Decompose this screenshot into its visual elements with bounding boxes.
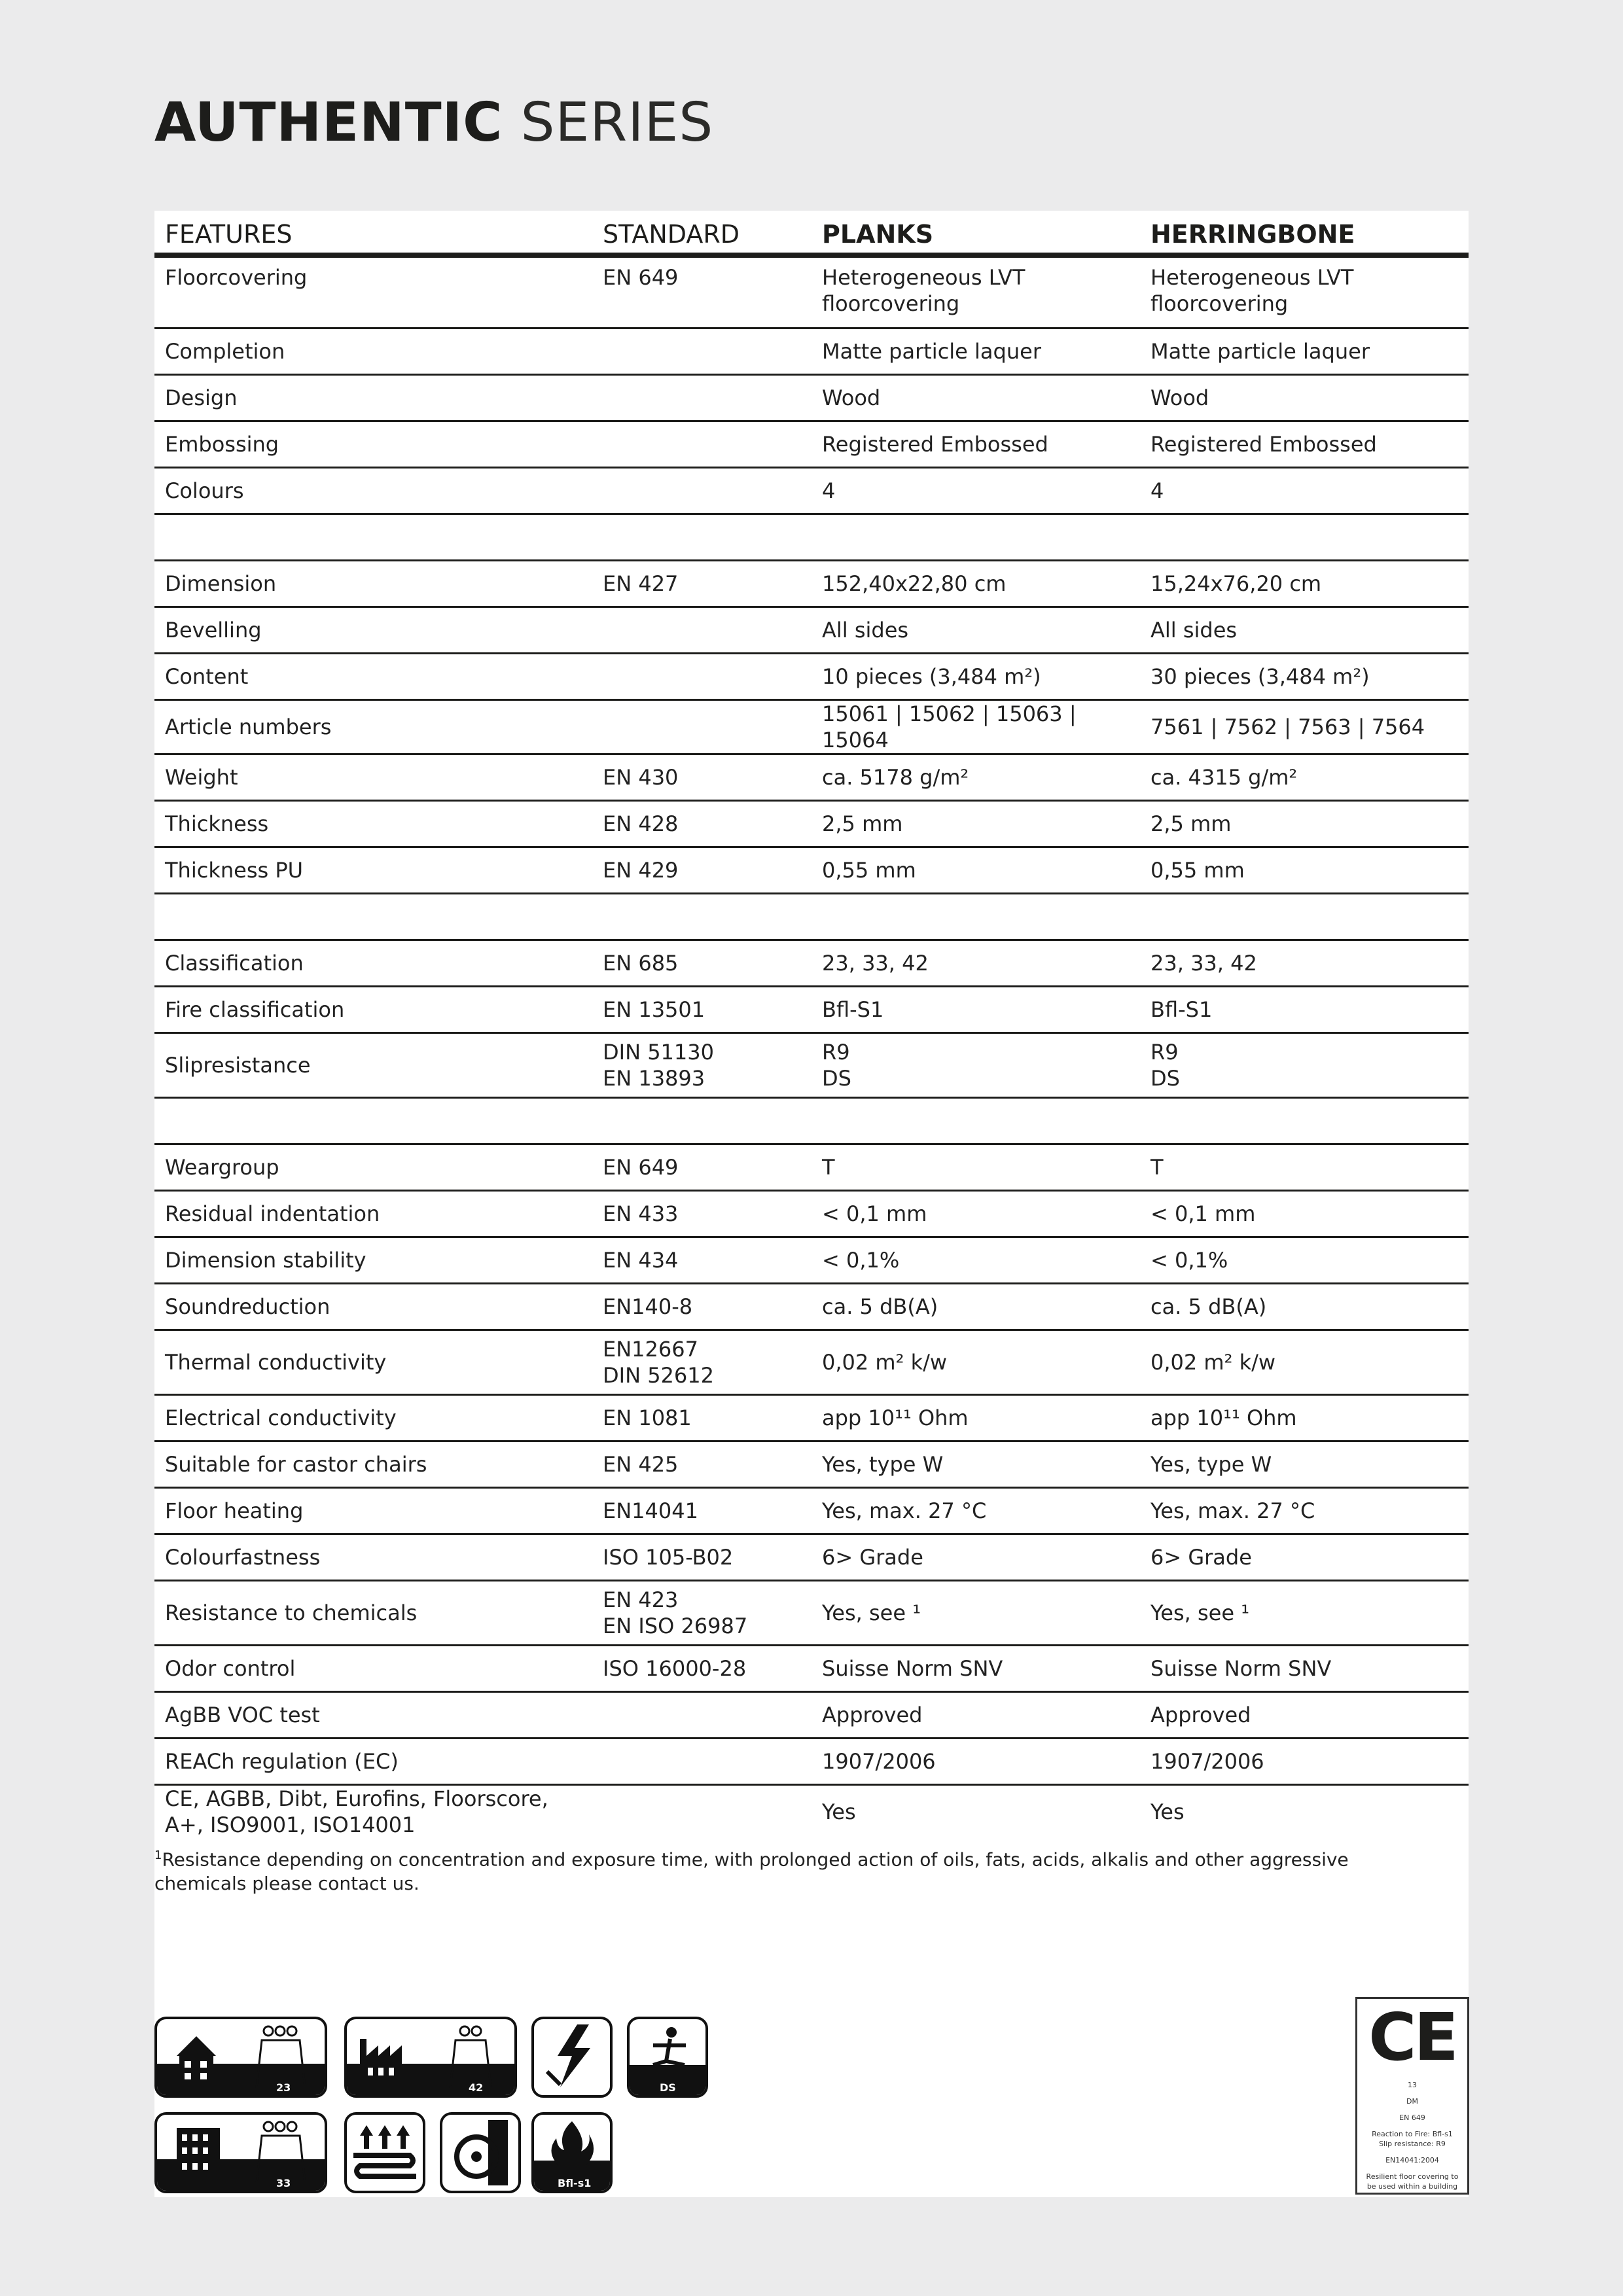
standard-cell: EN 13501: [592, 987, 812, 1033]
ce-line-1: 13: [1408, 2081, 1417, 2089]
table-row: [154, 421, 1469, 468]
feature-cell: Colourfastness: [154, 1534, 592, 1581]
standard-cell: DIN 51130 EN 13893: [592, 1033, 812, 1098]
table-row: [154, 1441, 1469, 1488]
standard-cell: EN 649: [592, 255, 812, 328]
spec-table: [154, 211, 1469, 1838]
table-row: [154, 1237, 1469, 1284]
planks-cell: Registered Embossed: [812, 421, 1140, 468]
herringbone-cell: Approved: [1140, 1692, 1469, 1739]
herringbone-cell: All sides: [1140, 607, 1469, 654]
table-row: [154, 987, 1469, 1033]
industrial-42-icon: [344, 2017, 517, 2098]
title-light: SERIES: [520, 92, 714, 154]
feature-cell: Fire classification: [154, 987, 592, 1033]
table-row: [154, 1581, 1469, 1646]
standard-cell: EN 430: [592, 754, 812, 801]
planks-cell: < 0,1 mm: [812, 1191, 1140, 1237]
label-23: 23: [276, 2081, 291, 2094]
standard-cell: [592, 375, 812, 421]
feature-cell: Residual indentation: [154, 1191, 592, 1237]
planks-cell: 15061 | 15062 | 15063 | 15064: [812, 700, 1140, 754]
herringbone-cell: 30 pieces (3,484 m²): [1140, 654, 1469, 700]
standard-cell: EN 685: [592, 940, 812, 987]
floor-heating-icon: [344, 2112, 425, 2193]
spec-rows: [154, 255, 1469, 1838]
planks-cell: 2,5 mm: [812, 801, 1140, 847]
standard-cell: [592, 328, 812, 375]
table-row: [154, 940, 1469, 987]
planks-cell: 23, 33, 42: [812, 940, 1140, 987]
table-row: [154, 1330, 1469, 1395]
standard-cell: EN 427: [592, 561, 812, 607]
table-row: [154, 328, 1469, 375]
spacer-row: [154, 514, 1469, 561]
standard-cell: EN 1081: [592, 1395, 812, 1441]
feature-cell: Article numbers: [154, 700, 592, 754]
planks-cell: Matte particle laquer: [812, 328, 1140, 375]
label-42: 42: [469, 2081, 484, 2094]
standard-cell: ISO 16000-28: [592, 1646, 812, 1692]
footnote: [154, 1843, 1437, 1896]
table-row: [154, 1692, 1469, 1739]
table-row: [154, 468, 1469, 514]
feature-cell: Dimension stability: [154, 1237, 592, 1284]
herringbone-cell: Yes: [1150, 1799, 1185, 1824]
standard-cell: [592, 1785, 812, 1839]
table-row: [154, 1646, 1469, 1692]
standard-cell: EN 425: [592, 1441, 812, 1488]
footnote-mark: 1: [154, 1848, 162, 1862]
feature-cell: Suitable for castor chairs: [154, 1441, 592, 1488]
feature-cell: Thickness: [154, 801, 592, 847]
standard-cell: EN 423 EN ISO 26987: [592, 1581, 812, 1646]
label-ds: DS: [660, 2081, 676, 2094]
feature-cell: Bevelling: [154, 607, 592, 654]
table-row: [154, 1534, 1469, 1581]
planks-cell: Yes: [822, 1799, 856, 1824]
planks-cell: 6> Grade: [812, 1534, 1140, 1581]
spacer-cell: [154, 894, 1469, 940]
feature-cell: Floorcovering: [154, 255, 592, 328]
planks-cell: < 0,1%: [812, 1237, 1140, 1284]
herringbone-cell: T: [1140, 1144, 1469, 1191]
planks-cell: 1907/2006: [812, 1739, 1140, 1785]
residential-23-icon: [154, 2017, 327, 2098]
ce-line-5: Slip resistance: R9: [1379, 2140, 1446, 2148]
herringbone-cell: app 10¹¹ Ohm: [1140, 1395, 1469, 1441]
standard-cell: [592, 1692, 812, 1739]
herringbone-cell: 2,5 mm: [1140, 801, 1469, 847]
planks-cell: Yes, type W: [812, 1441, 1140, 1488]
ce-label: [1355, 1997, 1469, 2195]
herringbone-cell: Bfl-S1: [1140, 987, 1469, 1033]
table-row: [154, 700, 1469, 754]
planks-cell: 10 pieces (3,484 m²): [812, 654, 1140, 700]
fire-classification-icon: [531, 2112, 613, 2193]
planks-cell: Yes, see ¹: [812, 1581, 1140, 1646]
table-row: [154, 561, 1469, 607]
planks-cell: All sides: [812, 607, 1140, 654]
castor-chair-icon: [440, 2112, 521, 2193]
planks-cell: ca. 5178 g/m²: [812, 754, 1140, 801]
feature-cell: Dimension: [154, 561, 592, 607]
herringbone-cell: 4: [1140, 468, 1469, 514]
table-row: [154, 255, 1469, 328]
standard-cell: ISO 105-B02: [592, 1534, 812, 1581]
standard-cell: EN 434: [592, 1237, 812, 1284]
planks-cell: Suisse Norm SNV: [812, 1646, 1140, 1692]
spacer-row: [154, 1098, 1469, 1144]
standard-cell: [592, 421, 812, 468]
herringbone-cell: Registered Embossed: [1140, 421, 1469, 468]
planks-cell: 152,40x22,80 cm: [812, 561, 1140, 607]
standard-cell: EN14041: [592, 1488, 812, 1534]
feature-cell: Classification: [154, 940, 592, 987]
feature-cell: CE, AGBB, Dibt, Eurofins, Floorscore, A+, ISO9001, ISO14001: [165, 1786, 548, 1837]
feature-cell: AgBB VOC test: [154, 1692, 592, 1739]
header-planks: PLANKS: [812, 211, 1140, 255]
standard-cell: EN 649: [592, 1144, 812, 1191]
planks-cell: T: [812, 1144, 1140, 1191]
feature-cell: Content: [154, 654, 592, 700]
feature-cell: Design: [154, 375, 592, 421]
table-row: [154, 1033, 1469, 1098]
feature-cell: Floor heating: [154, 1488, 592, 1534]
standard-cell: EN12667 DIN 52612: [592, 1330, 812, 1395]
herringbone-cell: R9 DS: [1140, 1033, 1469, 1098]
herringbone-cell: < 0,1%: [1140, 1237, 1469, 1284]
herringbone-cell: 23, 33, 42: [1140, 940, 1469, 987]
ce-line-6: EN14041:2004: [1385, 2156, 1439, 2164]
page-title: [154, 92, 713, 154]
herringbone-cell: ca. 5 dB(A): [1140, 1284, 1469, 1330]
herringbone-cell: 15,24x76,20 cm: [1140, 561, 1469, 607]
table-row: [154, 1191, 1469, 1237]
feature-cell: Completion: [154, 328, 592, 375]
feature-cell: Odor control: [154, 1646, 592, 1692]
footnote-text: Resistance depending on concentration and exposure time, with prolonged action of oils, fats, acids, alkalis and other aggressive chemicals please contact us.: [154, 1848, 1349, 1895]
header-standard: STANDARD: [592, 211, 812, 255]
spec-sheet: [154, 211, 1469, 2197]
herringbone-cell: ca. 4315 g/m²: [1140, 754, 1469, 801]
standard-cell: EN140-8: [592, 1284, 812, 1330]
herringbone-cell: Yes, type W: [1140, 1441, 1469, 1488]
standard-cell: [592, 468, 812, 514]
standard-cell: [592, 700, 812, 754]
label-bfl-s1: Bfl-s1: [558, 2177, 592, 2189]
planks-cell: R9 DS: [812, 1033, 1140, 1098]
planks-cell: Approved: [812, 1692, 1140, 1739]
herringbone-cell: 6> Grade: [1140, 1534, 1469, 1581]
table-row: [154, 1488, 1469, 1534]
label-33: 33: [276, 2177, 291, 2189]
spacer-cell: [154, 514, 1469, 561]
feature-cell: Weargroup: [154, 1144, 592, 1191]
ce-line-2: DM: [1406, 2097, 1418, 2106]
commercial-33-icon: [154, 2112, 327, 2193]
table-row: [154, 1785, 1469, 1839]
table-row: [154, 654, 1469, 700]
herringbone-cell: Yes, max. 27 °C: [1140, 1488, 1469, 1534]
feature-cell: Resistance to chemicals: [154, 1581, 592, 1646]
table-row: [154, 1284, 1469, 1330]
table-row: [154, 754, 1469, 801]
herringbone-cell: Heterogeneous LVT floorcovering: [1140, 255, 1469, 328]
herringbone-cell: 1907/2006: [1140, 1739, 1469, 1785]
feature-cell: Slipresistance: [154, 1033, 592, 1098]
feature-cell: Weight: [154, 754, 592, 801]
herringbone-cell: Matte particle laquer: [1140, 328, 1469, 375]
ce-line-7: Resilient floor covering to be used within a building: [1366, 2172, 1459, 2191]
ce-mark: CE: [1368, 1999, 1456, 2075]
feature-cell: Thickness PU: [154, 847, 592, 894]
herringbone-cell: Suisse Norm SNV: [1140, 1646, 1469, 1692]
herringbone-cell: 7561 | 7562 | 7563 | 7564: [1140, 700, 1469, 754]
ce-line-4: Reaction to Fire: Bfl-s1: [1372, 2130, 1453, 2138]
feature-cell: Electrical conductivity: [154, 1395, 592, 1441]
standard-cell: [592, 607, 812, 654]
herringbone-cell: 0,55 mm: [1140, 847, 1469, 894]
planks-cell: app 10¹¹ Ohm: [812, 1395, 1140, 1441]
table-row: [154, 1739, 1469, 1785]
standard-cell: EN 428: [592, 801, 812, 847]
planks-cell: Bfl-S1: [812, 987, 1140, 1033]
spacer-row: [154, 894, 1469, 940]
herringbone-cell: Yes, see ¹: [1140, 1581, 1469, 1646]
feature-cell: Soundreduction: [154, 1284, 592, 1330]
table-row: [154, 1144, 1469, 1191]
planks-cell: 4: [812, 468, 1140, 514]
planks-cell: ca. 5 dB(A): [812, 1284, 1140, 1330]
table-row: [154, 847, 1469, 894]
header-herringbone: HERRINGBONE: [1140, 211, 1469, 255]
feature-cell: Colours: [154, 468, 592, 514]
standard-cell: EN 429: [592, 847, 812, 894]
planks-cell: Heterogeneous LVT floorcovering: [812, 255, 1140, 328]
herringbone-cell: 0,02 m² k/w: [1140, 1330, 1469, 1395]
herringbone-cell: Wood: [1140, 375, 1469, 421]
table-row: [154, 607, 1469, 654]
feature-cell: Embossing: [154, 421, 592, 468]
planks-cell: Wood: [812, 375, 1140, 421]
herringbone-cell: < 0,1 mm: [1140, 1191, 1469, 1237]
standard-cell: [592, 1739, 812, 1785]
planks-cell: Yes, max. 27 °C: [812, 1488, 1140, 1534]
ce-line-3: EN 649: [1399, 2113, 1425, 2122]
planks-cell: 0,02 m² k/w: [812, 1330, 1140, 1395]
planks-cell: 0,55 mm: [812, 847, 1140, 894]
spacer-cell: [154, 1098, 1469, 1144]
title-bold: AUTHENTIC: [154, 92, 503, 154]
table-row: [154, 1395, 1469, 1441]
table-row: [154, 375, 1469, 421]
table-row: [154, 801, 1469, 847]
header-features: FEATURES: [154, 211, 592, 255]
feature-cell: REACh regulation (EC): [154, 1739, 592, 1785]
standard-cell: EN 433: [592, 1191, 812, 1237]
slip-resistance-ds-icon: [627, 2017, 708, 2098]
electrostatic-icon: [531, 2017, 613, 2098]
standard-cell: [592, 654, 812, 700]
feature-cell: Thermal conductivity: [154, 1330, 592, 1395]
